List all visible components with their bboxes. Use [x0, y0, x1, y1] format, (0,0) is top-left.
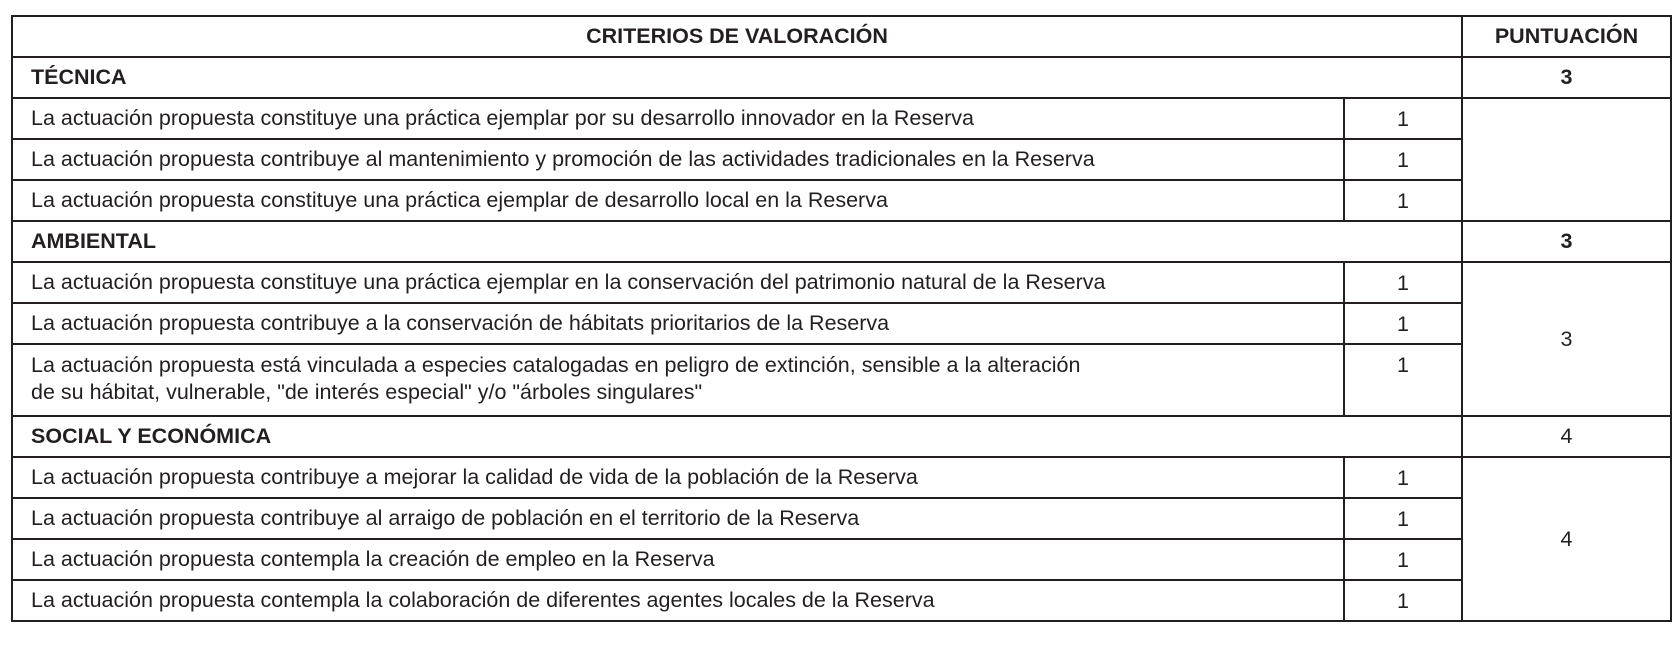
criterion-points: 1 [1344, 539, 1462, 580]
section-score: 3 [1462, 57, 1671, 98]
group-score: 3 [1462, 262, 1671, 416]
table-row [12, 457, 1671, 498]
group-score [1462, 98, 1671, 221]
section-score: 4 [1462, 416, 1671, 457]
table-row [12, 262, 1671, 303]
criterion-text: La actuación propuesta contribuye al arraigo de población en el territorio de la Reserva [12, 498, 1344, 539]
criteria-table [11, 15, 1672, 622]
criterion-points: 1 [1344, 98, 1462, 139]
table-row [12, 180, 1671, 221]
section-title: TÉCNICA [12, 57, 1462, 98]
criterion-points: 1 [1344, 303, 1462, 344]
criterion-points: 1 [1344, 262, 1462, 303]
criterion-points: 1 [1344, 457, 1462, 498]
header-row [12, 16, 1671, 57]
table-row [12, 498, 1671, 539]
criterion-text: La actuación propuesta contribuye al mantenimiento y promoción de las actividades tradicionales en la Reserva [12, 139, 1344, 180]
criterion-points: 1 [1344, 498, 1462, 539]
section-score: 3 [1462, 221, 1671, 262]
table-row [12, 139, 1671, 180]
section-title: AMBIENTAL [12, 221, 1462, 262]
score-header: PUNTUACIÓN [1462, 16, 1671, 57]
section-title: SOCIAL Y ECONÓMICA [12, 416, 1462, 457]
criterion-text: La actuación propuesta contempla la colaboración de diferentes agentes locales de la Reserva [12, 580, 1344, 621]
table-row [12, 344, 1671, 416]
criterion-text: La actuación propuesta está vinculada a especies catalogadas en peligro de extinción, sensible a la alteración de su hábitat, vulnerable, "de interés especial" y/o "árboles singulares" [12, 344, 1344, 416]
section-row-tecnica [12, 57, 1671, 98]
criterion-text: La actuación propuesta contribuye a mejorar la calidad de vida de la población de la Reserva [12, 457, 1344, 498]
criterion-points: 1 [1344, 139, 1462, 180]
table-row [12, 539, 1671, 580]
criterion-text: La actuación propuesta contempla la creación de empleo en la Reserva [12, 539, 1344, 580]
criterion-points: 1 [1344, 344, 1462, 416]
criterion-text: La actuación propuesta contribuye a la conservación de hábitats prioritarios de la Reserva [12, 303, 1344, 344]
criterion-text: La actuación propuesta constituye una práctica ejemplar en la conservación del patrimonio natural de la Reserva [12, 262, 1344, 303]
table-row [12, 303, 1671, 344]
criterion-text: La actuación propuesta constituye una práctica ejemplar de desarrollo local en la Reserva [12, 180, 1344, 221]
criterion-points: 1 [1344, 180, 1462, 221]
table-row [12, 580, 1671, 621]
criterion-points: 1 [1344, 580, 1462, 621]
section-row-ambiental [12, 221, 1671, 262]
criteria-header: CRITERIOS DE VALORACIÓN [12, 16, 1462, 57]
section-row-social [12, 416, 1671, 457]
group-score: 4 [1462, 457, 1671, 621]
criterion-text: La actuación propuesta constituye una práctica ejemplar por su desarrollo innovador en la Reserva [12, 98, 1344, 139]
table-row [12, 98, 1671, 139]
